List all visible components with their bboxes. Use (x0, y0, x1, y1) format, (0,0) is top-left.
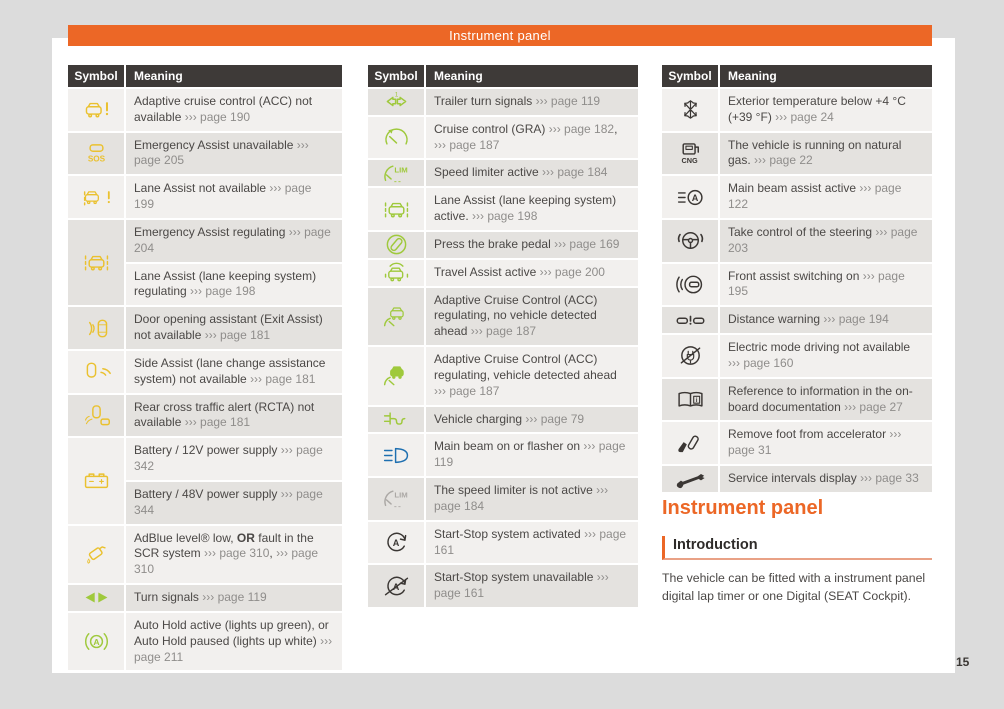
onboard-documentation-icon (675, 388, 706, 411)
symbol-cell (662, 466, 718, 492)
turn-signals-icon (81, 586, 112, 609)
page-reference: ››› page 310 (204, 546, 270, 561)
meaning-cell: Battery / 48V power supply ››› page 344 (126, 482, 342, 524)
symbol-cell (68, 585, 124, 611)
cng-icon (675, 142, 706, 165)
table-row-group (68, 395, 342, 437)
meaning-cell: Main beam on or flasher on ››› page 119 (426, 434, 638, 476)
table-row-group (368, 288, 638, 345)
symbol-cell (368, 160, 424, 186)
symbol-cell (68, 526, 124, 583)
meaning-cell: Take control of the steering ››› page 203 (720, 220, 932, 262)
symbol-cell (368, 260, 424, 286)
table-row-group (368, 188, 638, 230)
page-reference: ››› page 194 (823, 312, 889, 327)
table-row-group (368, 232, 638, 258)
travel-assist-icon (381, 261, 412, 284)
steering-wheel-icon (675, 229, 706, 252)
meaning-cell: Battery / 12V power supply ››› page 342 (126, 438, 342, 480)
svg-text:LIM: LIM (393, 165, 408, 175)
svg-text:CNG: CNG (680, 156, 698, 165)
lane-assist-warning-icon (81, 186, 112, 209)
section-body-text: The vehicle can be fitted with a instrument panel digital lap timer or one Digital (SEAT Cockpit). (662, 571, 926, 603)
symbol-cell (368, 407, 424, 433)
page-header-bar (68, 25, 932, 46)
symbol-cell (662, 264, 718, 306)
front-assist-icon (675, 273, 706, 296)
symbol-table-3 (662, 65, 932, 494)
main-beam-assist-icon (675, 186, 706, 209)
meaning-cell: Emergency Assist regulating ››› page 204 (126, 220, 342, 262)
symbol-table-2 (368, 65, 638, 609)
symbol-cell (662, 379, 718, 421)
meaning-cell: Travel Assist active ››› page 200 (426, 260, 638, 286)
page-reference: ››› page 187 (470, 324, 537, 339)
symbol-cell (68, 89, 124, 131)
page-reference: ››› page 119 (535, 94, 601, 108)
speed-limiter-icon (381, 162, 412, 185)
table-row-group (68, 220, 342, 305)
page-reference: ››› page 190 (184, 109, 251, 124)
table-row-group (68, 613, 342, 670)
page-reference: ››› page 184 (434, 483, 609, 513)
start-stop-off-icon (381, 575, 412, 598)
table-row-group (368, 407, 638, 433)
page-reference: ››› page 204 (134, 224, 331, 255)
symbol-cell (368, 565, 424, 607)
meaning-cell: Remove foot from accelerator ››› page 31 (720, 422, 932, 464)
meaning-cell: The speed limiter is not active ››› page 184 (426, 478, 638, 520)
table-row-group (68, 176, 342, 218)
meaning-cell: The vehicle is running on natural gas. ››› page 22 (720, 133, 932, 175)
symbol-cell (662, 133, 718, 175)
column-header-symbol: Symbol (68, 65, 124, 87)
subsection-title: Introduction (673, 537, 758, 553)
meaning-cell: Auto Hold active (lights up green), or Auto Hold paused (lights up white) ››› page 211 (126, 613, 342, 670)
page-reference: ››› page 187 (434, 383, 500, 398)
meaning-cell: Side Assist (lane change assistance system) not available ››› page 181 (126, 351, 342, 393)
symbol-cell (662, 89, 718, 131)
cruise-control-icon (381, 126, 412, 149)
page-reference: ››› page 184 (542, 165, 608, 180)
symbol-cell (68, 133, 124, 175)
table-row-group (662, 379, 932, 421)
symbol-cell (68, 395, 124, 437)
symbol-cell (68, 176, 124, 218)
page-header-title: Instrument panel (449, 28, 551, 43)
emergency-assist-icon (81, 142, 112, 165)
trailer-turn-signals-icon (381, 90, 412, 113)
symbol-cell (368, 434, 424, 476)
page-reference: ››› page 310 (134, 546, 319, 577)
column-header-symbol: Symbol (368, 65, 424, 87)
meaning-cell: Vehicle charging ››› page 79 (426, 407, 638, 433)
table-row-group (368, 434, 638, 476)
section-instrument-panel (662, 497, 932, 606)
page-reference: ››› page 198 (190, 284, 256, 299)
meaning-cell: Distance warning ››› page 194 (720, 307, 932, 333)
symbol-cell (662, 422, 718, 464)
symbol-cell (368, 522, 424, 564)
page-reference: ››› page 181 (204, 328, 271, 343)
table-row-group (68, 438, 342, 523)
speed-limiter-icon (381, 487, 412, 510)
page-reference: ››› page 187 (434, 137, 500, 152)
page-reference: ››› page 195 (728, 268, 905, 299)
column-header-meaning: Meaning (126, 65, 342, 87)
symbol-cell (368, 478, 424, 520)
table-header (68, 65, 342, 87)
page-reference: ››› page 181 (250, 371, 316, 386)
table-row-group (68, 585, 342, 611)
acc-regulating-icon (381, 305, 412, 328)
side-assist-icon (81, 360, 112, 383)
meaning-cell: Start-Stop system activated ››› page 161 (426, 522, 638, 564)
symbol-cell (368, 288, 424, 345)
page-reference: ››› page 200 (539, 264, 605, 279)
meaning-cell: Rear cross traffic alert (RCTA) not available ››› page 181 (126, 395, 342, 437)
start-stop-icon (381, 531, 412, 554)
page-reference: ››› page 211 (134, 633, 333, 664)
svg-text:A: A (392, 538, 399, 549)
adblue-icon (81, 543, 112, 566)
table-row-group (662, 133, 932, 175)
meaning-cell: Start-Stop system unavailable ››› page 161 (426, 565, 638, 607)
meaning-cell: Turn signals ››› page 119 (126, 585, 342, 611)
table-row-group (662, 466, 932, 492)
symbol-cell (68, 351, 124, 393)
page-reference: ››› page 24 (775, 109, 834, 124)
page-reference: ››› page 344 (134, 486, 323, 517)
meaning-cell: Lane Assist (lane keeping system) active. ››› page 198 (426, 188, 638, 230)
page-reference: ››› page 160 (728, 355, 794, 370)
symbol-cell (68, 613, 124, 670)
page-reference: ››› page 198 (472, 209, 538, 224)
symbol-cell (662, 220, 718, 262)
meaning-cell: Reference to information in the on-board documentation ››› page 27 (720, 379, 932, 421)
symbol-cell (368, 117, 424, 159)
table-row-group (662, 176, 932, 218)
lane-assist-icon (81, 251, 112, 274)
page-reference: ››› page 203 (728, 224, 918, 255)
meaning-cell: Speed limiter active ››› page 184 (426, 160, 638, 186)
table-row-group (68, 307, 342, 349)
column-header-meaning: Meaning (426, 65, 638, 87)
accelerator-foot-icon (675, 432, 706, 455)
acc-regulating-vehicle-icon (381, 364, 412, 387)
table-row-group (368, 89, 638, 115)
page-reference: ››› page 27 (844, 399, 903, 414)
symbol-cell (368, 232, 424, 258)
symbol-table-1 (68, 65, 342, 672)
svg-text:A: A (392, 581, 399, 592)
table-row-group (368, 160, 638, 186)
table-row-group (662, 220, 932, 262)
svg-text:i: i (695, 397, 698, 405)
table-header (368, 65, 638, 87)
section-title: Instrument panel (662, 497, 824, 519)
table-row-group (368, 478, 638, 520)
svg-text:SOS: SOS (87, 154, 105, 164)
lane-assist-icon (381, 198, 412, 221)
acc-warning-icon (81, 98, 112, 121)
symbol-cell (662, 176, 718, 218)
rcta-icon (81, 404, 112, 427)
symbol-cell (368, 188, 424, 230)
page-reference: ››› page 161 (434, 570, 609, 601)
meaning-cell: Adaptive cruise control (ACC) not available ››› page 190 (126, 89, 342, 131)
page-reference: ››› page 199 (134, 181, 312, 212)
table-row-group (662, 89, 932, 131)
meaning-cell: Door opening assistant (Exit Assist) not available ››› page 181 (126, 307, 342, 349)
brake-pedal-icon (381, 233, 412, 256)
distance-warning-icon (675, 309, 706, 332)
table-row-group (368, 565, 638, 607)
table-row-group (662, 307, 932, 333)
table-row-group (368, 260, 638, 286)
exit-assist-icon (81, 317, 112, 340)
svg-text:A: A (92, 637, 100, 648)
svg-text:LIM: LIM (393, 490, 408, 500)
symbol-cell (662, 307, 718, 333)
table-row-group (68, 89, 342, 131)
page-reference: ››› page 79 (525, 411, 585, 426)
table-row-group (368, 117, 638, 159)
symbol-cell (68, 220, 124, 305)
column-header-symbol: Symbol (662, 65, 718, 87)
page-reference: ››› page 119 (202, 590, 267, 605)
symbol-cell (662, 335, 718, 377)
table-row-group (662, 335, 932, 377)
table-row-group (368, 522, 638, 564)
table-row-group (68, 133, 342, 175)
page-reference: ››› page 342 (134, 443, 323, 474)
table-row-group (662, 422, 932, 464)
meaning-cell: Electric mode driving not available ››› page 160 (720, 335, 932, 377)
meaning-cell: Main beam assist active ››› page 122 (720, 176, 932, 218)
meaning-cell: Press the brake pedal ››› page 169 (426, 232, 638, 258)
page-reference: ››› page 31 (728, 427, 902, 458)
svg-text:1: 1 (394, 91, 398, 99)
page-reference: ››› page 122 (728, 181, 902, 212)
page-reference: ››› page 161 (434, 526, 627, 557)
meaning-cell: Adaptive Cruise Control (ACC) regulating, vehicle detected ahead ››› page 187 (426, 347, 638, 404)
table-row-group (368, 347, 638, 404)
page-reference: ››› page 119 (434, 439, 626, 470)
page-reference: ››› page 22 (754, 153, 813, 168)
meaning-cell: Emergency Assist unavailable ››› page 205 (126, 133, 342, 175)
page-reference: ››› page 181 (184, 415, 251, 430)
table-row-group (662, 264, 932, 306)
snowflake-icon (675, 98, 706, 121)
meaning-cell: Service intervals display ››› page 33 (720, 466, 932, 492)
meaning-cell: Lane Assist not available ››› page 199 (126, 176, 342, 218)
page-reference: ››› page 33 (860, 471, 919, 486)
meaning-cell: Front assist switching on ››› page 195 (720, 264, 932, 306)
battery-icon (81, 469, 112, 492)
meaning-cell: Adaptive Cruise Control (ACC) regulating, no vehicle detected ahead ››› page 187 (426, 288, 638, 345)
main-beam-icon (381, 444, 412, 467)
meaning-cell: Exterior temperature below +4 °C (+39 °F) ››› page 24 (720, 89, 932, 131)
service-intervals-icon (675, 467, 706, 490)
vehicle-charging-icon (381, 408, 412, 431)
meaning-cell: Lane Assist (lane keeping system) regulating ››› page 198 (126, 264, 342, 306)
auto-hold-icon (81, 630, 112, 653)
table-header (662, 65, 932, 87)
page-number: 15 (956, 655, 970, 669)
meaning-cell: Trailer turn signals ››› page 119 (426, 89, 638, 115)
symbol-cell (68, 438, 124, 523)
symbol-cell (68, 307, 124, 349)
page-reference: ››› page 182 (548, 121, 615, 136)
table-row-group (68, 351, 342, 393)
subsection-introduction (662, 536, 932, 560)
meaning-cell: Cruise control (GRA) ››› page 182, ››› page 187 (426, 117, 638, 159)
page-reference: ››› page 169 (554, 236, 620, 251)
symbol-cell (368, 89, 424, 115)
electric-mode-off-icon (675, 344, 706, 367)
symbol-cell (368, 347, 424, 404)
meaning-cell: AdBlue level® low, OR fault in the SCR system ››› page 310, ››› page 310 (126, 526, 342, 583)
svg-text:A: A (691, 192, 698, 203)
table-row-group (68, 526, 342, 583)
column-header-meaning: Meaning (720, 65, 932, 87)
page-reference: ››› page 205 (134, 137, 309, 168)
